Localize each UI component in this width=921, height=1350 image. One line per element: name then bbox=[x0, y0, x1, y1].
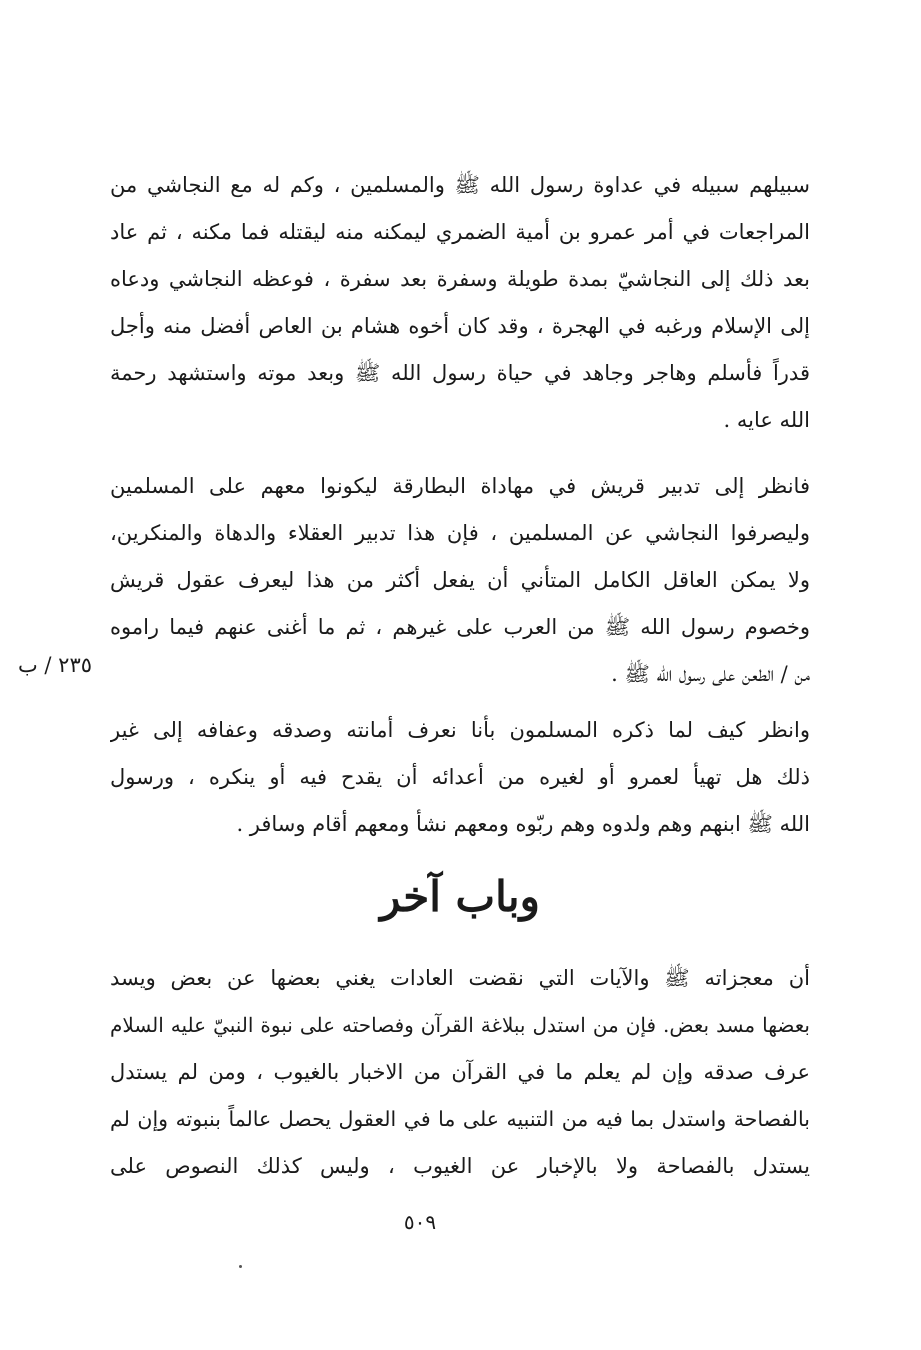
text-line: ذلك هل تهيأ لعمرو أو لغيره من أعدائه أن يقدح فيه أو ينكره ، ورسول bbox=[110, 765, 810, 789]
paragraph-4 bbox=[110, 955, 810, 1190]
text-line: سبيلهم سبيله في عداوة رسول الله ﷺ والمسلمين ، وكم له مع النجاشي من bbox=[110, 173, 810, 197]
text-line: وليصرفوا النجاشي عن المسلمين ، فإن هذا تدبير العقلاء والدهاة والمنكرين، bbox=[110, 521, 810, 545]
scan-speck bbox=[239, 1265, 242, 1268]
text-line: من / الطعن على رسول الله ﷺ . bbox=[611, 662, 810, 686]
text-line: قدراً فأسلم وهاجر وجاهد في حياة رسول الله ﷺ وبعد موته واستشهد رحمة bbox=[110, 361, 810, 385]
text-line: وانظر كيف لما ذكره المسلمون بأنا نعرف أمانته وصدقه وعفافه إلى غير bbox=[110, 718, 810, 742]
text-line: إلى الإسلام ورغبه في الهجرة ، وقد كان أخوه هشام بن العاص أفضل منه وأجل bbox=[110, 314, 810, 338]
text-line: أن معجزاته ﷺ والآيات التي نقضت العادات يغني بعضها عن بعض ويسد bbox=[110, 966, 810, 990]
text-line: وخصوم رسول الله ﷺ من العرب على غيرهم ، ثم ما أغنى عنهم فيما راموه bbox=[110, 615, 810, 639]
folio-margin-note: ٢٣٥ / ب bbox=[17, 653, 93, 677]
page-number: ٥٠٩ bbox=[403, 1210, 437, 1234]
text-line: الله ﷺ ابنهم وهم ولدوه وهم ربّوه ومعهم نشأ ومعهم أقام وسافر . bbox=[236, 812, 810, 836]
text-line: ولا يمكن العاقل الكامل المتأني أن يفعل أكثر من هذا ليعرف عقول قريش bbox=[110, 568, 810, 592]
paragraph-2 bbox=[110, 463, 810, 698]
text-line: فانظر إلى تدبير قريش في مهاداة البطارقة ليكونوا معهم على المسلمين bbox=[110, 474, 810, 498]
text-line: بعد ذلك إلى النجاشيّ بمدة طويلة وسفرة بعد سفرة ، فوعظه النجاشي ودعاه bbox=[110, 267, 810, 291]
text-line: المراجعات في أمر عمرو بن أمية الضمري ليمكنه منه ليقتله فما مكنه ، ثم عاد bbox=[110, 220, 810, 244]
text-line: الله عايه . bbox=[723, 408, 810, 432]
paragraph-3 bbox=[110, 707, 810, 848]
section-heading: وباب آخر bbox=[380, 872, 540, 921]
text-line: يستدل بالفصاحة ولا بالإخبار عن الغيوب ، وليس كذلك النصوص على bbox=[110, 1154, 810, 1178]
paragraph-1 bbox=[110, 162, 810, 444]
text-line: بعضها مسد بعض. فإن من استدل ببلاغة القرآن وفصاحته على نبوة النبيّ عليه السلام bbox=[110, 1013, 810, 1037]
text-line: عرف صدقه وإن لم يعلم ما في القرآن من الاخبار بالغيوب ، ومن لم يستدل bbox=[110, 1060, 810, 1084]
text-line: بالفصاحة واستدل بما فيه من التنبيه على ما في العقول يحصل عالماً بنبوته وإن لم bbox=[110, 1107, 810, 1131]
